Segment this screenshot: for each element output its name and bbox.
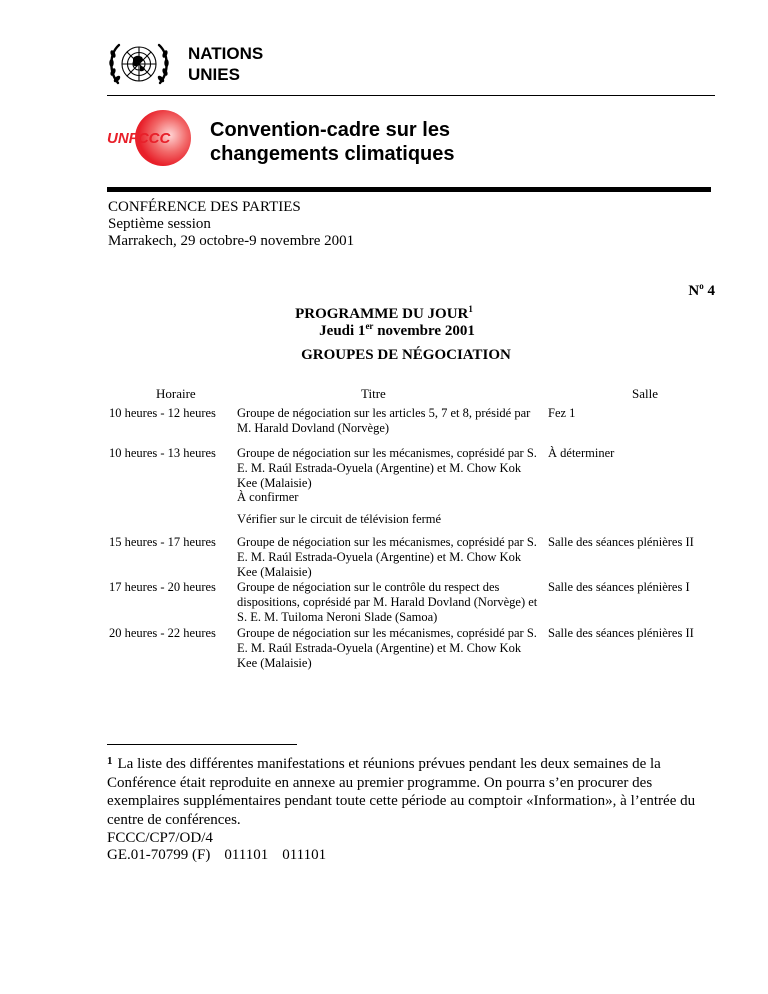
section-title: GROUPES DE NÉGOCIATION xyxy=(301,347,511,363)
programme-title xyxy=(0,306,768,340)
document-symbol: FCCC/CP7/OD/4 xyxy=(107,830,213,846)
row-title: Groupe de négociation sur les mécanismes, coprésidé par S. E. M. Raúl Estrada-Oyuela (Argentine) et M. Chow Kok Kee (Malaisie) xyxy=(237,535,537,579)
convention-title xyxy=(210,118,455,166)
document-reference xyxy=(107,830,326,864)
svg-text:UNFCCC: UNFCCC xyxy=(107,130,171,147)
un-name-line1: NATIONS xyxy=(188,44,264,63)
un-name-line2: UNIES xyxy=(188,65,240,84)
row-room: Salle des séances plénières II xyxy=(548,535,694,549)
un-name xyxy=(188,43,263,85)
conference-name: CONFÉRENCE DES PARTIES xyxy=(108,199,301,215)
row-room: Salle des séances plénières I xyxy=(548,580,690,594)
convention-title-line2: changements climatiques xyxy=(210,143,455,165)
row-time: 17 heures - 20 heures xyxy=(109,580,216,594)
column-header-title: Titre xyxy=(361,386,386,401)
conference-info xyxy=(108,199,354,250)
row-time: 10 heures - 12 heures xyxy=(109,406,216,420)
row-room: À déterminer xyxy=(548,446,615,460)
column-header-room: Salle xyxy=(632,386,658,401)
conference-session: Septième session xyxy=(108,216,211,232)
footnote-rule xyxy=(107,744,297,745)
footnote-mark: 1 xyxy=(107,755,113,767)
row-time: 20 heures - 22 heures xyxy=(109,626,216,640)
row-room: Fez 1 xyxy=(548,406,576,420)
footnote xyxy=(107,752,719,829)
job-number-line: GE.01-70799 (F) 011101 011101 xyxy=(107,847,327,863)
row-title: Groupe de négociation sur les articles 5, 7 et 8, présidé par M. Harald Dovland (Norvège) xyxy=(237,406,531,435)
column-header-time: Horaire xyxy=(156,386,196,401)
header-rule xyxy=(107,95,715,96)
programme-heading: PROGRAMME DU JOUR$^1$ xyxy=(295,304,473,322)
row-time: 10 heures - 13 heures xyxy=(109,446,216,460)
programme-date: Jeudi 1er novembre 2001 xyxy=(319,321,475,339)
convention-title-line1: Convention-cadre sur les xyxy=(210,119,451,141)
row-title: À confirmer xyxy=(237,490,299,504)
header-thick-rule xyxy=(107,187,711,192)
row-room: Salle des séances plénières II xyxy=(548,626,694,640)
issue-number: $N^o$ 4 xyxy=(688,281,715,299)
row-title: Groupe de négociation sur les mécanismes, coprésidé par S. E. M. Raúl Estrada-Oyuela (Argentine) et M. Chow Kok Kee (Malaisie) xyxy=(237,446,537,490)
un-emblem-icon xyxy=(107,38,171,94)
unfccc-logo-icon xyxy=(103,104,203,174)
row-title: Groupe de négociation sur les mécanismes, coprésidé par S. E. M. Raúl Estrada-Oyuela (Argentine) et M. Chow Kok Kee (Malaisie) xyxy=(237,626,537,670)
row-time: 15 heures - 17 heures xyxy=(109,535,216,549)
footnote-text: La liste des différentes manifestations et réunions prévues pendant les deux semaines de la Conférence était reproduite en annexe au premier programme. On pourra s’en procurer des exemplaires supplémentaires pendant toute cette période au comptoir «Information», à l’entrée du centre de conférences. xyxy=(107,756,696,828)
row-title: Groupe de négociation sur le contrôle du respect des dispositions, coprésidé par M. Harald Dovland (Norvège) et S. E. M. Tuiloma Neroni Slade (Samoa) xyxy=(237,580,538,624)
row-title: Vérifier sur le circuit de télévision fermé xyxy=(237,512,442,526)
conference-place-dates: Marrakech, 29 octobre-9 novembre 2001 xyxy=(108,233,355,249)
